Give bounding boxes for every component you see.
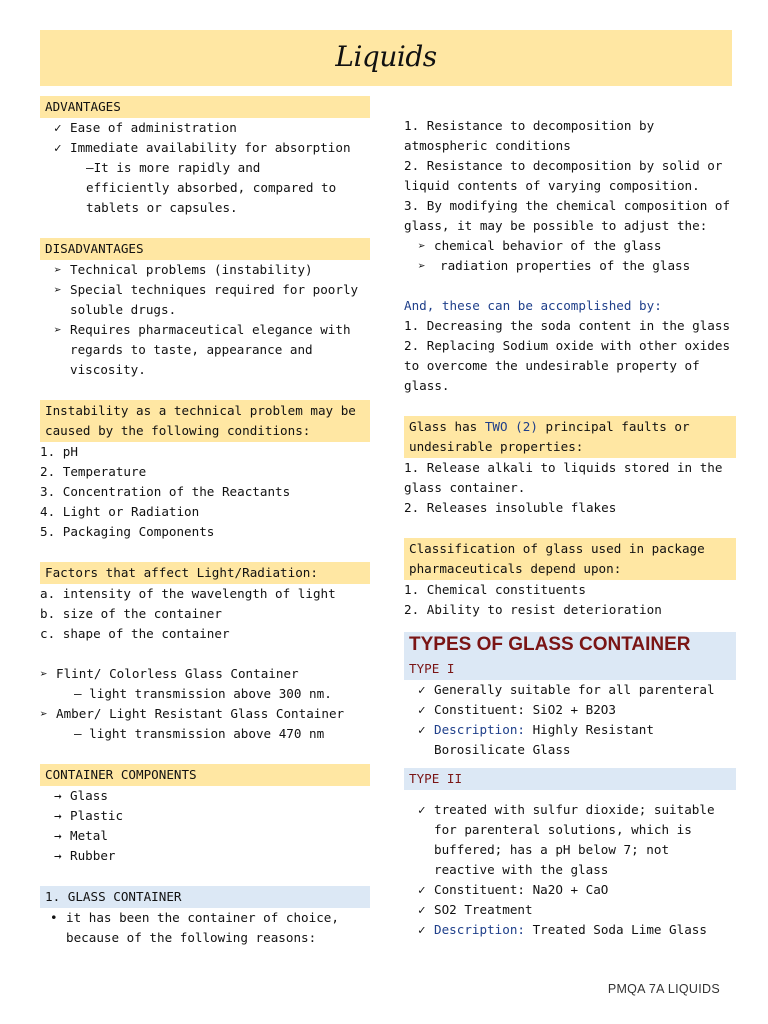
accomplished-item: 2. Replacing Sodium oxide with other oxides to overcome the undesirable property of glass. <box>404 338 731 393</box>
instability-item: 5. Packaging Components <box>40 524 215 539</box>
check-icon: ✓ <box>418 922 426 937</box>
component-item: → Metal <box>40 826 370 846</box>
instability-item: 1. pH <box>40 444 78 459</box>
disadvantages-heading: DISADVANTAGES <box>40 238 370 260</box>
arrowhead-icon: ➢ <box>54 322 62 337</box>
check-icon: ✓ <box>418 722 426 737</box>
check-icon: ✓ <box>54 140 62 155</box>
instability-item: 4. Light or Radiation <box>40 504 200 519</box>
types-heading: TYPES OF GLASS CONTAINER <box>404 632 736 658</box>
faults-heading: Glass has TWO (2) principal faults or undesirable properties: <box>404 416 736 458</box>
factors-heading: Factors that affect Light/Radiation: <box>40 562 370 584</box>
right-arrow-icon: → <box>54 848 62 863</box>
advantage-item: ✓ Ease of administration <box>40 118 370 138</box>
instability-item: 3. Concentration of the Reactants <box>40 484 291 499</box>
type-ii-item: ✓ SO2 Treatment <box>404 900 736 920</box>
type-i-heading: TYPE I <box>404 658 736 680</box>
fault-item: 2. Releases insoluble flakes <box>404 500 617 515</box>
factor-item: b. size of the container <box>40 606 222 621</box>
check-icon: ✓ <box>54 120 62 135</box>
component-item: → Glass <box>40 786 370 806</box>
right-arrow-icon: → <box>54 828 62 843</box>
check-icon: ✓ <box>418 882 426 897</box>
instability-item: 2. Temperature <box>40 464 147 479</box>
components-heading: CONTAINER COMPONENTS <box>40 764 370 786</box>
arrowhead-icon: ➢ <box>418 238 426 253</box>
check-icon: ✓ <box>418 802 426 817</box>
container-type-detail: – light transmission above 300 nm. <box>74 686 332 701</box>
type-ii-item: ✓ Constituent: Na2O + CaO <box>404 880 736 900</box>
factor-item: a. intensity of the wavelength of light <box>40 586 336 601</box>
glass-container-heading: 1. GLASS CONTAINER <box>40 886 370 908</box>
check-icon: ✓ <box>418 902 426 917</box>
left-column <box>40 96 370 948</box>
component-item: → Plastic <box>40 806 370 826</box>
reason-item: 3. By modifying the chemical composition of glass, it may be possible to adjust the: <box>404 198 731 233</box>
check-icon: ✓ <box>418 702 426 717</box>
component-item: → Rubber <box>40 846 370 866</box>
check-icon: ✓ <box>418 682 426 697</box>
type-i-item: ✓ Generally suitable for all parenteral <box>404 680 736 700</box>
reason-item: 1. Resistance to decomposition by atmospheric conditions <box>404 118 655 153</box>
title-banner <box>40 30 732 86</box>
accomplished-heading: And, these can be accomplished by: <box>404 298 662 313</box>
right-column <box>404 96 736 940</box>
advantage-note: –It is more rapidly and efficiently absorbed, compared to tablets or capsules. <box>86 160 337 215</box>
type-ii-item: ✓ treated with sulfur dioxide; suitable for parenteral solutions, which is buffered; has a pH below 7; not reactive with the glass <box>404 800 736 880</box>
classification-item: 1. Chemical constituents <box>404 582 586 597</box>
arrowhead-icon: ➢ <box>40 666 48 681</box>
arrowhead-icon: ➢ <box>54 262 62 277</box>
container-type-item: ➢ Flint/ Colorless Glass Container <box>40 664 370 684</box>
right-arrow-icon: → <box>54 808 62 823</box>
adjust-item: ➢ chemical behavior of the glass <box>404 236 736 256</box>
page-title: Liquids <box>335 40 437 73</box>
fault-item: 1. Release alkali to liquids stored in the glass container. <box>404 460 723 495</box>
instability-heading: Instability as a technical problem may be caused by the following conditions: <box>40 400 370 442</box>
reason-item: 2. Resistance to decomposition by solid or liquid contents of varying composition. <box>404 158 723 193</box>
arrowhead-icon: ➢ <box>40 706 48 721</box>
bullet-icon: • <box>50 910 58 925</box>
container-type-item: ➢ Amber/ Light Resistant Glass Container <box>40 704 370 724</box>
right-arrow-icon: → <box>54 788 62 803</box>
container-type-detail: – light transmission above 470 nm <box>74 726 325 741</box>
classification-heading: Classification of glass used in package pharmaceuticals depend upon: <box>404 538 736 580</box>
advantage-item: ✓ Immediate availability for absorption <box>40 138 370 158</box>
type-i-item: ✓ Constituent: SiO2 + B2O3 <box>404 700 736 720</box>
disadvantage-item: ➢ Requires pharmaceutical elegance with regards to taste, appearance and viscosity. <box>40 320 370 380</box>
arrowhead-icon: ➢ <box>54 282 62 297</box>
page-footer: PMQA 7A LIQUIDS <box>607 982 720 996</box>
glass-container-bullet: • it has been the container of choice, because of the following reasons: <box>40 908 370 948</box>
type-ii-heading: TYPE II <box>404 768 736 790</box>
disadvantage-item: ➢ Technical problems (instability) <box>40 260 370 280</box>
advantages-heading: ADVANTAGES <box>40 96 370 118</box>
adjust-item: ➢ radiation properties of the glass <box>404 256 736 276</box>
accomplished-item: 1. Decreasing the soda content in the glass <box>404 318 731 333</box>
type-ii-description: ✓ Description: Treated Soda Lime Glass <box>404 920 736 940</box>
arrowhead-icon: ➢ <box>418 258 426 273</box>
disadvantage-item: ➢ Special techniques required for poorly soluble drugs. <box>40 280 370 320</box>
factor-item: c. shape of the container <box>40 626 230 641</box>
classification-item: 2. Ability to resist deterioration <box>404 602 662 617</box>
type-i-description: ✓ Description: Highly Resistant Borosilicate Glass <box>404 720 736 760</box>
